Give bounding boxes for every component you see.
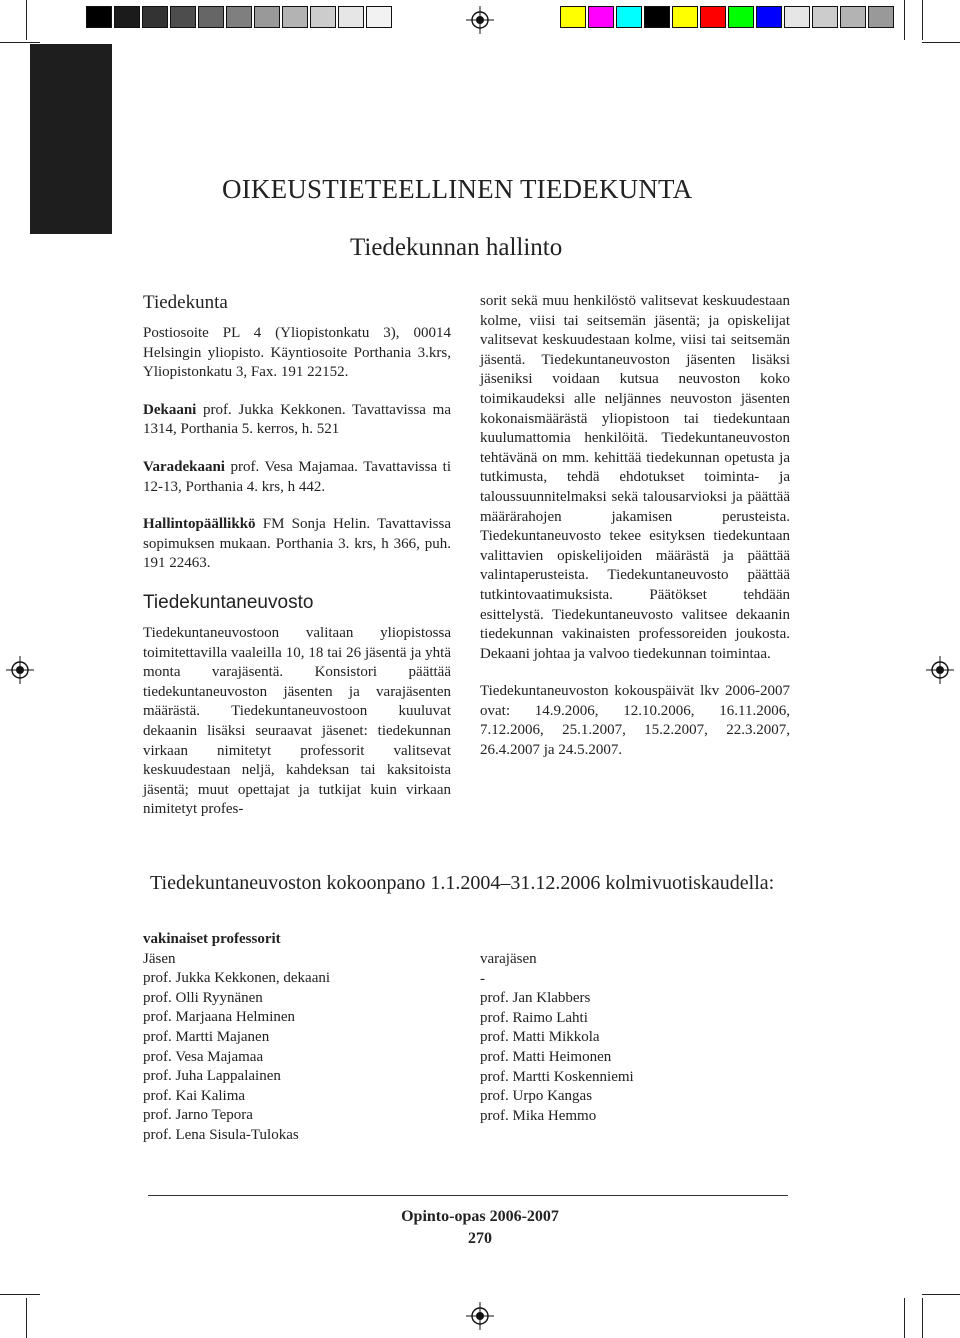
calibration-swatch (700, 6, 726, 28)
section-title: Tiedekunnan hallinto (350, 234, 563, 261)
list-item: prof. Marjaana Helminen (143, 1009, 296, 1026)
calibration-swatch (142, 6, 168, 28)
calibration-swatch (756, 6, 782, 28)
list-item: prof. Kai Kalima (143, 1087, 246, 1104)
list-item: prof. Matti Mikkola (480, 1029, 600, 1046)
tiedekunta-heading: Tiedekunta (143, 292, 228, 313)
list-item: prof. Vesa Majamaa (143, 1048, 264, 1065)
meetings-paragraph: Tiedekuntaneuvoston kokouspäivät lkv 2006-2007 ovat: 14.9.2006, 12.10.2006, 16.11.2006, 7.12.2006, 25.1.2007, 15.2.2007, 22.3.2007, 26.4.2007 ja 24.5.2007. (480, 683, 790, 759)
crop-mark-bottom-left-h (0, 1294, 40, 1295)
black-tab-marker (30, 44, 112, 234)
crop-mark-top-right-2 (922, 0, 923, 40)
crop-mark-top-right (904, 0, 905, 40)
members-list (143, 930, 330, 1146)
council-paragraph: Tiedekuntaneuvostoon valitaan yliopistossa toimitettavilla vaaleilla 10, 18 tai 26 jäsentä ja yhtä monta varajäsentä. Konsistori päättää tiedekuntaneuvoston jäsenten ja varajäsenten määrästä. Tiedekuntaneuvostoon kuuluvat dekaanin lisäksi seuraavat jäsenet: tiedekunnan virkaan nimitetyt professorit valitsevat keskuudestaan neljä, kahdeksan tai kaksitoista jäsentä; muut opettajat ja tutkijat kuin virkaan nimitetyt profes- (143, 624, 451, 818)
right-column (480, 292, 790, 761)
page-number: 270 (468, 1230, 492, 1247)
crop-mark-bottom-right-2 (922, 1298, 923, 1338)
calibration-swatch (784, 6, 810, 28)
list-item: prof. Lena Sisula-Tulokas (143, 1126, 299, 1143)
grayscale-calibration-strip (86, 6, 394, 28)
footer-guide-title: Opinto-opas 2006-2007 (401, 1208, 559, 1225)
calibration-swatch (366, 6, 392, 28)
members-heading: Jäsen (143, 950, 176, 967)
calibration-swatch (114, 6, 140, 28)
vicedean-text: prof. Vesa Majamaa. Tavattavissa ti 12-13, Porthania 4. krs, h 442. (143, 458, 451, 495)
registration-mark-left-icon (6, 656, 34, 684)
calibration-swatch (560, 6, 586, 28)
registration-mark-right-icon (926, 656, 954, 684)
calibration-swatch (86, 6, 112, 28)
list-item: prof. Jarno Tepora (143, 1107, 253, 1124)
registration-mark-bottom-icon (466, 1302, 494, 1330)
vicedean-paragraph (143, 458, 451, 497)
list-item: prof. Jan Klabbers (480, 990, 591, 1007)
list-item: prof. Martti Majanen (143, 1028, 270, 1045)
crop-mark-bottom-left (26, 1298, 27, 1338)
calibration-swatch (282, 6, 308, 28)
council-heading: Tiedekuntaneuvosto (143, 591, 314, 613)
list-item: prof. Olli Ryynänen (143, 989, 263, 1006)
calibration-swatch (226, 6, 252, 28)
calibration-swatch (840, 6, 866, 28)
calibration-swatch (338, 6, 364, 28)
address-paragraph: Postiosoite PL 4 (Yliopistonkatu 3), 00014 Helsingin yliopisto. Käyntiosoite Porthania 3.krs, Yliopistonkatu 3, Fax. 191 22152. (143, 325, 451, 381)
calibration-swatch (254, 6, 280, 28)
calibration-swatch (616, 6, 642, 28)
calibration-swatch (170, 6, 196, 28)
council-paragraph-continued: sorit sekä muu henkilöstö valitsevat keskuudestaan kolme, viisi tai seitsemän jäsentä; ja opiskelijat valitsevat keskuudestaan kolme, viisi tai seitsemän jäsentä. Tiedekuntaneuvoston jäsenten lisäksi jäseniksi voidaan kutsua neuvoston koko toimikaudeksi alle neljännes neuvoston jäsenten kokonaismäärästä yliopistoon tai tiedekuntaan kuulumattomia henkilöitä. Tiedekuntaneuvoston tehtävänä on mm. kehittää tiedekunnan opetusta ja tutkimusta, tehdä ehdotukset toiminta- ja taloussuunnitelmaksi sekä talousarvioksi ja päättää määrärahojen jakamisen perusteista. Tiedekuntaneuvosto tekee esityksen tiedekuntaan valittavien opiskelijoiden määrästä ja päättää valintaperusteista. Tiedekuntaneuvosto päättää tutkintovaatimuksista. Päätökset tehdään esittelystä. Tiedekuntaneuvosto valitsee dekaanin tiedekunnan vakinaisten professoreiden joukosta. Dekaani johtaa ja valvoo tiedekunnan toimintaa. (480, 293, 790, 662)
page-title: OIKEUSTIETEELLINEN TIEDEKUNTA (222, 174, 693, 204)
vicedean-label: Varadekaani (143, 458, 225, 475)
deputies-list (480, 950, 634, 1126)
list-item: - (480, 970, 485, 987)
crop-mark-top-left-h (0, 42, 40, 43)
composition-title: Tiedekuntaneuvoston kokoonpano 1.1.2004–31.12.2006 kolmivuotiskaudella: (150, 872, 775, 894)
list-item: prof. Mika Hemmo (480, 1107, 597, 1124)
deputies-heading: varajäsen (480, 951, 537, 967)
group-heading: vakinaiset professorit (143, 931, 281, 947)
list-item: prof. Urpo Kangas (480, 1088, 593, 1105)
dean-label: Dekaani (143, 401, 197, 418)
admin-paragraph (143, 515, 451, 574)
dean-text: prof. Jukka Kekkonen. Tavattavissa ma 1314, Porthania 5. kerros, h. 521 (143, 401, 451, 438)
admin-label: Hallintopäällikkö (143, 516, 256, 533)
crop-mark-bottom-right (904, 1298, 905, 1338)
calibration-swatch (310, 6, 336, 28)
calibration-swatch (672, 6, 698, 28)
list-item: prof. Martti Koskenniemi (480, 1068, 634, 1085)
list-item: prof. Matti Heimonen (480, 1048, 612, 1065)
calibration-swatch (588, 6, 614, 28)
color-calibration-strip (560, 6, 896, 28)
calibration-swatch (728, 6, 754, 28)
crop-mark-top-left (26, 0, 27, 40)
left-column (143, 292, 451, 820)
calibration-swatch (198, 6, 224, 28)
registration-mark-top-icon (466, 6, 494, 34)
calibration-swatch (812, 6, 838, 28)
footer-rule (148, 1195, 788, 1196)
dean-paragraph (143, 401, 451, 440)
calibration-swatch (868, 6, 894, 28)
calibration-swatch (644, 6, 670, 28)
crop-mark-bottom-right-h (922, 1294, 960, 1295)
list-item: prof. Raimo Lahti (480, 1009, 588, 1026)
list-item: prof. Juha Lappalainen (143, 1068, 281, 1085)
admin-text: FM Sonja Helin. Tavattavissa sopimuksen mukaan. Porthania 3. krs, h 366, puh. 191 22463. (143, 516, 451, 572)
crop-mark-top-right-h (922, 42, 960, 43)
list-item: prof. Jukka Kekkonen, dekaani (143, 970, 331, 987)
